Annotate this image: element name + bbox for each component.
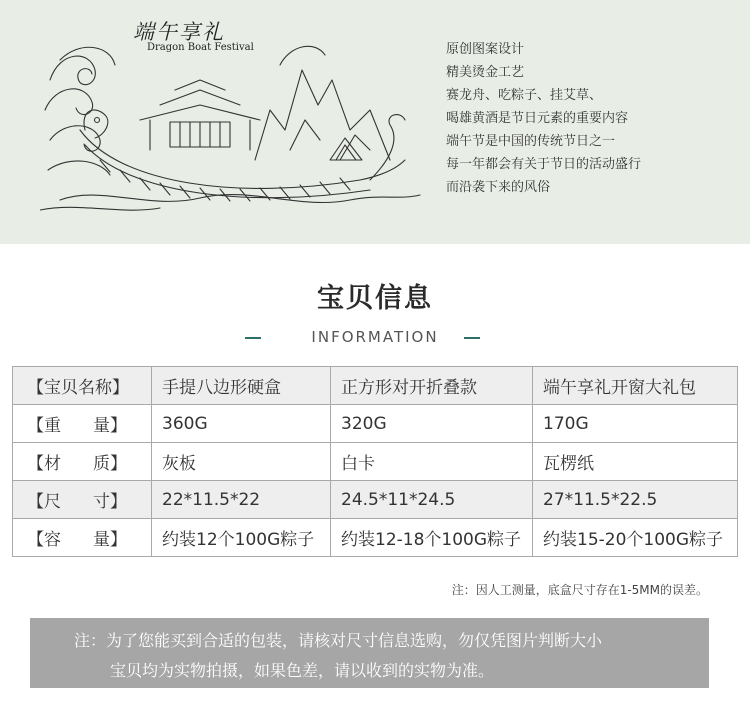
- row-label: 【宝贝名称】: [13, 367, 152, 405]
- table-row: [13, 519, 738, 557]
- banner-line: 赛龙舟、吃粽子、挂艾草、: [446, 88, 603, 103]
- heading-dash-right: [464, 337, 480, 339]
- row-label: 【重 量】: [13, 405, 152, 443]
- table-cell: 手提八边形硬盒: [152, 367, 331, 405]
- table-cell: 正方形对开折叠款: [331, 367, 533, 405]
- banner-line: 原创图案设计: [446, 42, 525, 57]
- section-subtitle: INFORMATION: [311, 328, 439, 346]
- table-cell: 约装12-18个100G粽子: [331, 519, 533, 557]
- table-row: [13, 367, 738, 405]
- measurement-note: 注：因人工测量，底盒尺寸存在1-5MM的误差。: [451, 583, 708, 597]
- section-title: 宝贝信息: [317, 283, 433, 314]
- product-info-table: [12, 366, 738, 557]
- banner-title-en: Dragon Boat Festival: [147, 42, 254, 53]
- table-cell: 瓦楞纸: [533, 443, 738, 481]
- table-cell: 170G: [533, 405, 738, 443]
- table-cell: 360G: [152, 405, 331, 443]
- row-label: 【尺 寸】: [13, 481, 152, 519]
- table-cell: 约装15-20个100G粽子: [533, 519, 738, 557]
- festival-banner: [0, 0, 750, 244]
- table-row: [13, 405, 738, 443]
- banner-line: 而沿袭下来的风俗: [446, 180, 551, 195]
- table-row: [13, 443, 738, 481]
- table-cell: 端午享礼开窗大礼包: [533, 367, 738, 405]
- table-row: [13, 481, 738, 519]
- row-label: 【容 量】: [13, 519, 152, 557]
- notice-line-1: 注：为了您能买到合适的包装，请核对尺寸信息选购，勿仅凭图片判断大小: [74, 631, 603, 650]
- table-cell: 22*11.5*22: [152, 481, 331, 519]
- notice-line-2: 宝贝均为实物拍摄，如果色差，请以收到的实物为准。: [110, 661, 495, 680]
- banner-line: 喝雄黄酒是节日元素的重要内容: [446, 111, 629, 126]
- banner-line: 精美烫金工艺: [446, 65, 525, 80]
- table-cell: 约装12个100G粽子: [152, 519, 331, 557]
- table-cell: 灰板: [152, 443, 331, 481]
- row-label: 【材 质】: [13, 443, 152, 481]
- table-cell: 24.5*11*24.5: [331, 481, 533, 519]
- table-cell: 320G: [331, 405, 533, 443]
- banner-description: [446, 38, 641, 199]
- notice-box: [30, 618, 709, 688]
- banner-title-cn: 端午享礼: [133, 20, 225, 44]
- banner-line: 端午节是中国的传统节日之一: [446, 134, 616, 149]
- table-cell: 白卡: [331, 443, 533, 481]
- banner-line: 每一年都会有关于节日的活动盛行: [446, 157, 642, 172]
- table-cell: 27*11.5*22.5: [533, 481, 738, 519]
